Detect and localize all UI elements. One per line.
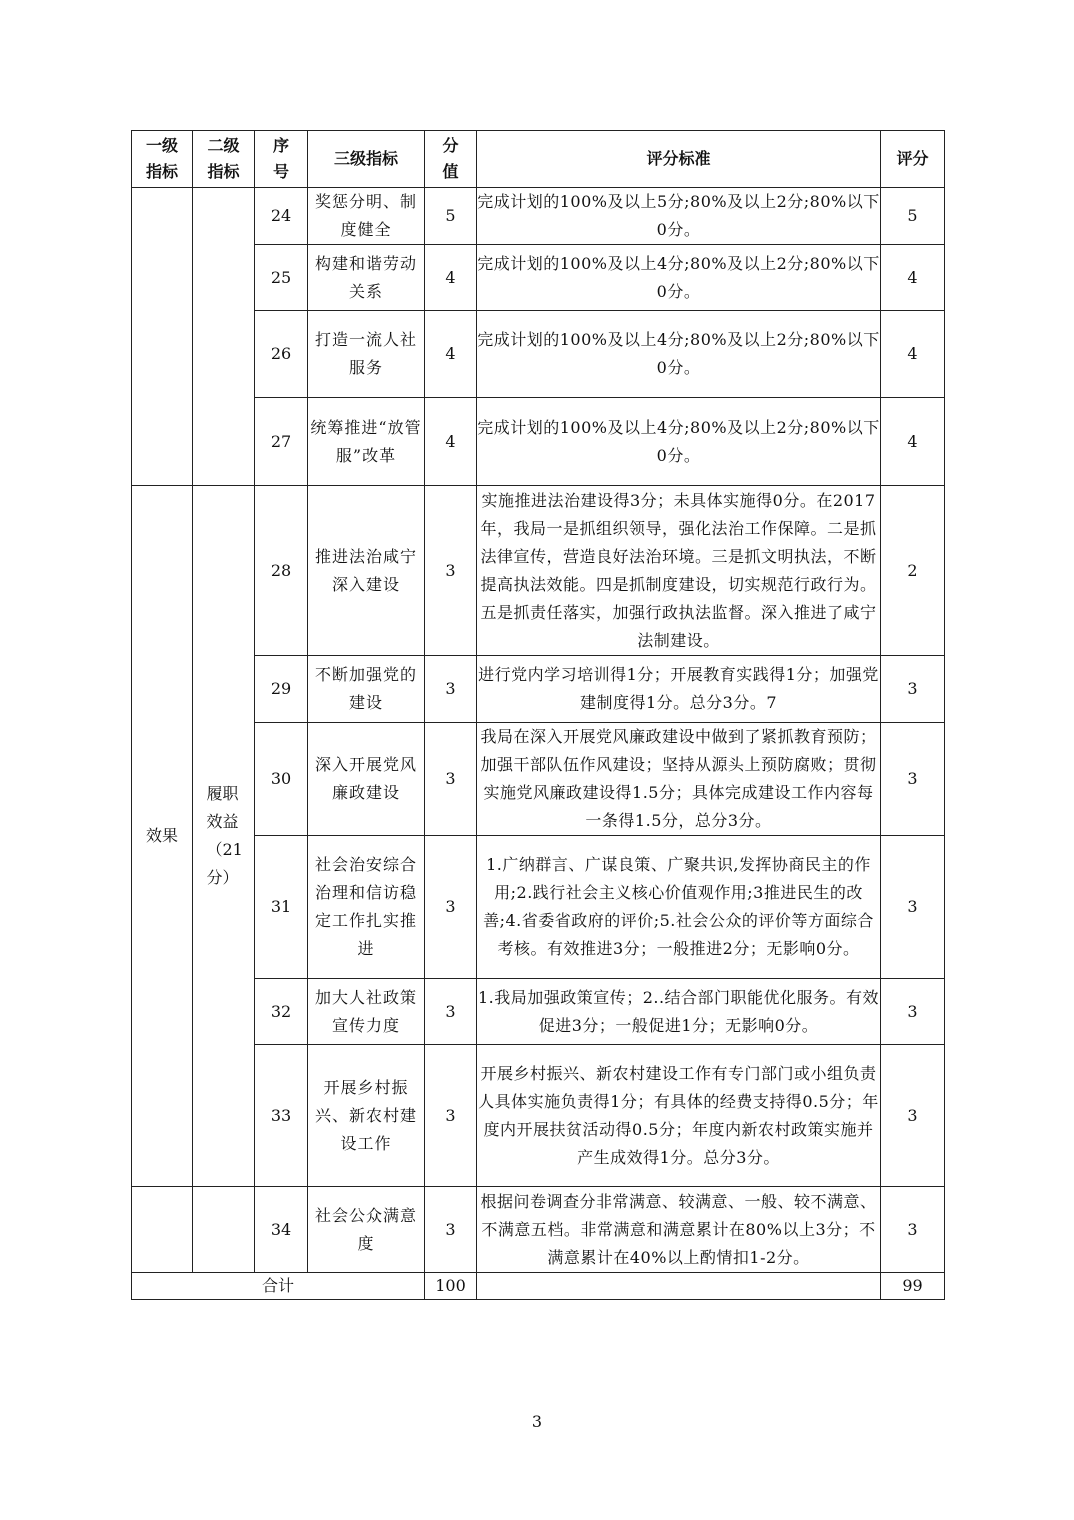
value-cell: 4	[425, 398, 477, 486]
table-header-row	[132, 131, 945, 188]
header-seq: 序号	[255, 131, 308, 188]
score-cell: 3	[881, 1045, 945, 1187]
score-cell: 4	[881, 245, 945, 311]
seq-cell: 30	[255, 723, 308, 836]
score-cell: 2	[881, 486, 945, 656]
total-value: 100	[425, 1273, 477, 1300]
indicator-cell: 打造一流人社服务	[308, 311, 425, 398]
criteria-cell: 我局在深入开展党风廉政建设中做到了紧抓教育预防；加强干部队伍作风建设；坚持从源头上预防腐败；贯彻实施党风廉政建设得1.5分；具体完成建设工作内容每一条得1.5分，总分3分。	[477, 723, 881, 836]
value-cell: 3	[425, 1187, 477, 1273]
indicator-cell: 社会治安综合治理和信访稳定工作扎实推进	[308, 836, 425, 979]
value-cell: 3	[425, 836, 477, 979]
level2-cell-empty	[193, 1187, 255, 1273]
score-cell: 4	[881, 311, 945, 398]
total-score: 99	[881, 1273, 945, 1300]
score-table	[131, 130, 945, 1300]
value-cell: 3	[425, 979, 477, 1045]
indicator-cell: 构建和谐劳动关系	[308, 245, 425, 311]
header-level3: 三级指标	[308, 131, 425, 188]
indicator-cell: 不断加强党的建设	[308, 656, 425, 723]
criteria-cell: 根据问卷调查分非常满意、较满意、一般、较不满意、不满意五档。非常满意和满意累计在80%以上3分；不满意累计在40%以上酌情扣1-2分。	[477, 1187, 881, 1273]
level2-cell: 履职效益（21分）	[193, 486, 255, 1187]
score-cell: 3	[881, 1187, 945, 1273]
seq-cell: 33	[255, 1045, 308, 1187]
criteria-cell: 完成计划的100%及以上4分;80%及以上2分;80%以下0分。	[477, 245, 881, 311]
score-cell: 4	[881, 398, 945, 486]
level1-cell-empty	[132, 188, 193, 486]
score-cell: 3	[881, 836, 945, 979]
score-cell: 3	[881, 656, 945, 723]
seq-cell: 32	[255, 979, 308, 1045]
level1-cell-empty	[132, 1187, 193, 1273]
page-number: 3	[531, 1412, 543, 1431]
table-row	[132, 1187, 945, 1273]
seq-cell: 26	[255, 311, 308, 398]
total-row	[132, 1273, 945, 1300]
seq-cell: 28	[255, 486, 308, 656]
value-cell: 3	[425, 1045, 477, 1187]
indicator-cell: 深入开展党风廉政建设	[308, 723, 425, 836]
criteria-cell: 1.我局加强政策宣传；2..结合部门职能优化服务。有效促进3分；一般促进1分；无影响0分。	[477, 979, 881, 1045]
level1-cell: 效果	[132, 486, 193, 1187]
value-cell: 3	[425, 723, 477, 836]
total-criteria	[477, 1273, 881, 1300]
seq-cell: 29	[255, 656, 308, 723]
criteria-cell: 完成计划的100%及以上4分;80%及以上2分;80%以下0分。	[477, 311, 881, 398]
score-cell: 3	[881, 979, 945, 1045]
seq-cell: 24	[255, 188, 308, 245]
score-cell: 3	[881, 723, 945, 836]
value-cell: 3	[425, 656, 477, 723]
indicator-cell: 推进法治咸宁深入建设	[308, 486, 425, 656]
score-cell: 5	[881, 188, 945, 245]
criteria-cell: 开展乡村振兴、新农村建设工作有专门部门或小组负责人具体实施负责得1分；有具体的经费支持得0.5分；年度内开展扶贫活动得0.5分；年度内新农村政策实施并产生成效得1分。总分3分。	[477, 1045, 881, 1187]
criteria-cell: 1.广纳群言、广谋良策、广聚共识,发挥协商民主的作用;2.践行社会主义核心价值观作用;3推进民生的改善;4.省委省政府的评价;5.社会公众的评价等方面综合考核。有效推进3分；一般推进2分；无影响0分。	[477, 836, 881, 979]
indicator-cell: 社会公众满意度	[308, 1187, 425, 1273]
table-row	[132, 188, 945, 245]
header-score: 评分	[881, 131, 945, 188]
header-criteria: 评分标准	[477, 131, 881, 188]
value-cell: 4	[425, 311, 477, 398]
criteria-cell: 完成计划的100%及以上5分;80%及以上2分;80%以下0分。	[477, 188, 881, 245]
indicator-cell: 奖惩分明、制度健全	[308, 188, 425, 245]
level2-cell-empty	[193, 188, 255, 486]
indicator-cell: 加大人社政策宣传力度	[308, 979, 425, 1045]
indicator-cell: 开展乡村振兴、新农村建设工作	[308, 1045, 425, 1187]
criteria-cell: 实施推进法治建设得3分；未具体实施得0分。在2017年，我局一是抓组织领导，强化法治工作保障。二是抓法律宣传，营造良好法治环境。三是抓文明执法，不断提高执法效能。四是抓制度建设，切实规范行政行为。五是抓责任落实，加强行政执法监督。深入推进了咸宁法制建设。	[477, 486, 881, 656]
value-cell: 4	[425, 245, 477, 311]
criteria-cell: 完成计划的100%及以上4分;80%及以上2分;80%以下0分。	[477, 398, 881, 486]
value-cell: 3	[425, 486, 477, 656]
table-row	[132, 486, 945, 656]
header-value: 分值	[425, 131, 477, 188]
criteria-cell: 进行党内学习培训得1分；开展教育实践得1分；加强党建制度得1分。总分3分。7	[477, 656, 881, 723]
seq-cell: 25	[255, 245, 308, 311]
header-level2: 二级指标	[193, 131, 255, 188]
value-cell: 5	[425, 188, 477, 245]
seq-cell: 27	[255, 398, 308, 486]
header-level1: 一级指标	[132, 131, 193, 188]
total-label: 合计	[132, 1273, 425, 1300]
seq-cell: 34	[255, 1187, 308, 1273]
seq-cell: 31	[255, 836, 308, 979]
indicator-cell: 统筹推进“放管服”改革	[308, 398, 425, 486]
